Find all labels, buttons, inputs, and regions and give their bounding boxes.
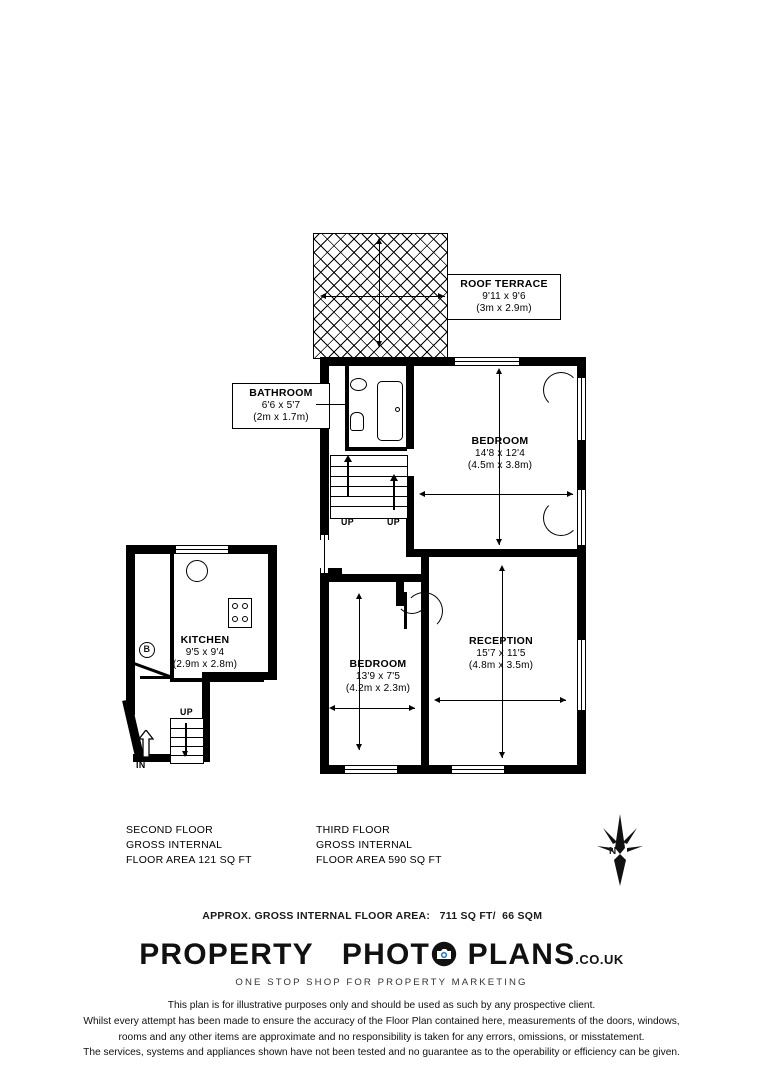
room-label-bedroom-2: [330, 658, 426, 695]
dim-arrow-terrace-right: [438, 293, 444, 299]
stair-up-arrow-2: [390, 474, 398, 481]
room-name-reception: RECEPTION: [469, 635, 533, 647]
stair-tread: [171, 746, 203, 747]
compass-rose: [585, 810, 655, 890]
brand-suffix: .CO.UK: [575, 952, 624, 967]
room-dim-imperial-reception: 15'7 x 11'5: [476, 647, 526, 659]
approx-total-value: 711 SQ FT/ 66 SQM: [439, 910, 543, 922]
window-line-right-2: [581, 490, 583, 545]
brand-tagline: ONE STOP SHOP FOR PROPERTY MARKETING: [235, 977, 528, 988]
window-line-right-1: [581, 378, 583, 440]
room-name-roof-terrace: ROOF TERRACE: [460, 278, 548, 290]
room-name-kitchen: KITCHEN: [180, 634, 230, 646]
wall-third-top: [320, 357, 586, 366]
door-arc-bedroom1-1: [543, 372, 579, 408]
hob-ring-2: [242, 603, 248, 609]
window-line-right-3: [581, 640, 583, 710]
leader-bathroom: [316, 404, 346, 405]
room-name-bathroom: BATHROOM: [249, 387, 313, 399]
boiler-label: B: [143, 644, 150, 654]
room-dim-metric-bedroom-2: (4.2m x 2.3m): [345, 682, 411, 694]
hob-ring-1: [232, 603, 238, 609]
stair-tread: [331, 506, 407, 507]
window-line-second-top: [176, 549, 228, 551]
wall-third-left-step: [320, 574, 329, 774]
stair-up-label-1: UP: [341, 517, 355, 527]
room-dim-metric-reception: (4.8m x 3.5m): [468, 659, 534, 671]
entrance-arrow-icon: [138, 730, 154, 758]
bath-drain-icon: [395, 407, 400, 412]
brand-word-property: PROPERTY: [139, 938, 314, 971]
dim-arrow-reception-down: [499, 752, 505, 758]
wc-fixture: [350, 412, 364, 431]
kitchen-sink-icon: [186, 560, 208, 582]
dim-line-bedroom2-height: [359, 598, 360, 750]
brand-title: [0, 938, 763, 975]
wall-internal-vertical-1: [406, 357, 414, 449]
hob-ring-3: [232, 616, 238, 622]
kitchen-hob-icon: [228, 598, 252, 628]
room-dim-imperial-roof-terrace: 9'11 x 9'6: [482, 290, 526, 302]
hob-ring-4: [242, 616, 248, 622]
dim-arrow-bedroom2-up: [356, 593, 362, 599]
compass-north-label: N: [609, 846, 617, 857]
room-label-reception: [440, 635, 562, 672]
room-label-bedroom-1: [440, 435, 560, 472]
approx-total-label: APPROX. GROSS INTERNAL FLOOR AREA:: [202, 910, 431, 922]
basin-fixture: [350, 378, 367, 391]
brand-word-plans: PLANS: [467, 938, 576, 971]
door-arc-bedroom1-2: [543, 500, 579, 536]
stair-up-arrow-1: [344, 455, 352, 462]
dim-arrow-bedroom2-down: [356, 744, 362, 750]
kitchen-counter-right: [170, 678, 264, 682]
stair-up-label-kitchen: UP: [180, 707, 194, 717]
dim-line-terrace-width: [325, 296, 445, 297]
window-line-left-1: [324, 535, 326, 573]
disclaimer-block: [0, 998, 763, 1061]
floor-second-line1: SECOND FLOOR: [126, 824, 214, 836]
wall-second-right: [268, 545, 277, 680]
wall-internal-horizontal-1: [406, 549, 586, 557]
floor-third-line1: THIRD FLOOR: [316, 824, 390, 836]
room-dim-metric-bedroom-1: (4.5m x 3.8m): [467, 459, 533, 471]
brand-block: [0, 938, 763, 988]
floor-third-line2: GROSS INTERNAL: [316, 839, 413, 852]
dim-arrow-bedroom1-up: [496, 368, 502, 374]
stair-tread: [331, 486, 407, 487]
room-dim-imperial-bedroom-2: 13'9 x 7'5: [355, 670, 401, 682]
room-label-bathroom: [232, 383, 330, 429]
stair-up-stem-2: [393, 480, 395, 510]
entrance-label: IN: [136, 760, 146, 770]
stair-tread: [171, 737, 203, 738]
dim-arrow-reception-left: [434, 697, 440, 703]
wall-bathroom-left: [345, 366, 349, 448]
room-label-roof-terrace: [447, 274, 561, 320]
dim-line-bedroom2-width: [335, 708, 415, 709]
floor-info-third: [316, 823, 442, 869]
stair-tread: [331, 466, 407, 467]
dim-arrow-reception-right: [560, 697, 566, 703]
dim-arrow-bedroom2-right: [409, 705, 415, 711]
floor-second-line2: GROSS INTERNAL: [126, 839, 223, 852]
camera-logo-icon: [431, 941, 457, 975]
disclaimer-line-4: The services, systems and appliances shown have not been tested and no guarantee as to the operability or efficiency can be given.: [83, 1047, 680, 1059]
dim-line-terrace-height: [379, 243, 380, 347]
stair-tread: [331, 496, 407, 497]
stairs-second-floor: [170, 718, 204, 764]
dim-arrow-bedroom1-left: [419, 491, 425, 497]
window-line-bottom-1: [345, 769, 397, 771]
dim-arrow-terrace-left: [320, 293, 326, 299]
wall-bathroom-partition: [345, 447, 407, 451]
floor-second-line3: FLOOR AREA 121 SQ FT: [126, 854, 252, 867]
wall-second-left: [126, 545, 135, 715]
floor-third-line3: FLOOR AREA 590 SQ FT: [316, 854, 442, 867]
stair-up-label-2: UP: [387, 517, 401, 527]
dim-arrow-terrace-up: [376, 238, 382, 244]
dim-line-bedroom1-height: [499, 373, 500, 545]
dim-arrow-bedroom1-right: [567, 491, 573, 497]
wall-hall-top: [328, 574, 424, 582]
room-dim-imperial-bathroom: 6'6 x 5'7: [261, 399, 301, 411]
disclaimer-line-2: Whilst every attempt has been made to ensure the accuracy of the Floor Plan contained here, measurements of the doors, windows,: [83, 1015, 680, 1027]
room-dim-imperial-bedroom-1: 14'8 x 12'4: [475, 447, 525, 459]
approx-total-area: [190, 898, 542, 934]
dim-arrow-bedroom1-down: [496, 539, 502, 545]
dim-line-reception-height: [502, 570, 503, 758]
room-dim-metric-roof-terrace: (3m x 2.9m): [476, 302, 532, 314]
stairs-third-floor: [330, 455, 408, 519]
stair-tread: [171, 728, 203, 729]
room-name-bedroom-1: BEDROOM: [471, 435, 529, 447]
room-name-bedroom-2: BEDROOM: [349, 658, 407, 670]
window-line-bottom-2: [452, 769, 504, 771]
floor-info-second: [126, 823, 252, 869]
brand-word-photo: PHOT: [341, 938, 431, 971]
disclaimer-line-3: rooms and any other items are approximate and no responsibility is taken for any errors, omissions, or misstatement.: [118, 1031, 645, 1043]
room-label-kitchen: [160, 634, 250, 671]
dim-arrow-bedroom2-left: [329, 705, 335, 711]
window-line-top-1: [455, 361, 519, 363]
dim-arrow-terrace-down: [376, 341, 382, 347]
stair-up-stem-1: [347, 461, 349, 497]
room-dim-metric-bathroom: (2m x 1.7m): [253, 411, 309, 423]
door-arc-bedroom2: [396, 582, 428, 614]
dim-arrow-reception-up: [499, 565, 505, 571]
stair-down-arrow-kitchen: [182, 751, 188, 757]
room-dim-imperial-kitchen: 9'5 x 9'4: [185, 646, 225, 658]
disclaimer-line-1: This plan is for illustrative purposes only and should be used as such by any prospective client.: [167, 1000, 596, 1011]
dim-line-reception-width: [440, 700, 566, 701]
room-dim-metric-kitchen: (2.9m x 2.8m): [172, 658, 238, 670]
